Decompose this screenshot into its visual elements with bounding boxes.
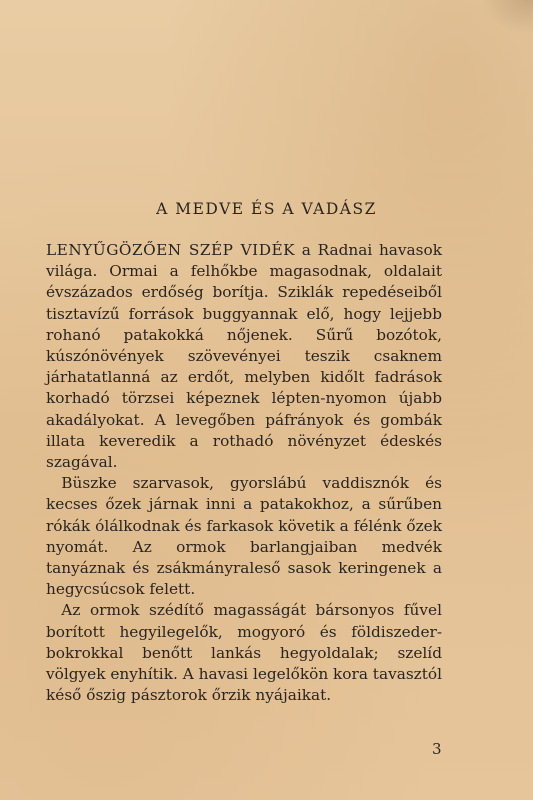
page-corner-stain: [473, 0, 533, 40]
paragraph-2: [46, 473, 442, 600]
page-number: 3: [432, 740, 442, 758]
paragraph-1: [46, 240, 442, 473]
chapter-title: A MEDVE ÉS A VADÁSZ: [156, 200, 377, 218]
body-text: [46, 240, 442, 706]
paragraph-lead: LENYŰGÖZŐEN SZÉP VIDÉK: [46, 241, 296, 259]
paragraph-text: a Radnai havasok világa. Ormai a felhőkbe magasodnak, oldalait évszázados erdőség borítja. Sziklák repedéseiből tisztavízű források buggyannak elő, hogy lejjebb rohanó patakokká nőjenek. Sűrű bozótok, kúszónövények szövevényei teszik csaknem járhatatlanná az erdőt, melyben kidőlt fadrások korhadó törzsei képeznek lépten-nyomon újabb akadályokat. A levegőben páfrányok és gombák illata keveredik a rothadó növényzet édeskés szagával.: [46, 241, 443, 472]
paragraph-text: Büszke szarvasok, gyorslábú vaddisznók és kecses őzek járnak inni a patakokhoz, a sűrűben rókák ólálkodnak és farkasok követik a félénk őzek nyomát. Az ormok barlangjaiban medvék tanyáznak és zsákmányraleső sasok keringenek a hegycsúcsok felett.: [46, 474, 442, 599]
paragraph-text: Az ormok szédítő magasságát bársonyos fűvel borított hegyilegelők, mogyoró és földiszeder-bokrokkal benőtt lankás hegyoldalak; szelíd völgyek enyhítik. A havasi legelőkön kora tavasztól késő őszig pásztorok őrzik nyájaikat.: [46, 601, 442, 705]
paragraph-3: [46, 600, 442, 706]
